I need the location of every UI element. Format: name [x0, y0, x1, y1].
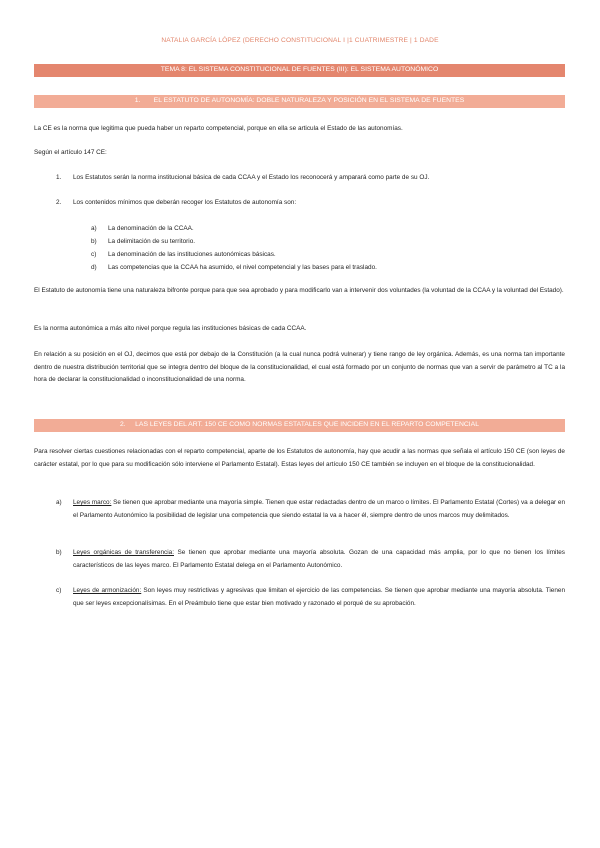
section-2-intro: Para resolver ciertas cuestiones relacionadas con el reparto competencial, aparte de los Estatutos de autonomía, hay que acudir a las normas que señala el artículo 150 CE (son leyes de carácter estatal, por lo que para su modificación sólo interviene el Parlamento Estatal). Estas leyes del artículo 150 CE también se incluyen en el bloque de la constitucionalidad. — [34, 448, 565, 468]
point-1-number: 1. — [56, 174, 62, 181]
content-c-text: La denominación de las instituciones autonómicas básicas. — [108, 251, 276, 258]
content-d-letter: d) — [91, 264, 97, 271]
law-a-description: Se tienen que aprobar mediante una mayoría simple. Tienen que estar redactadas dentro de un marco o límites. El Parlamento Estatal (Cortes) va a delegar en el Parlamento Autonómico la posibilidad de legislar una competencia que siendo estatal la va a hacer él, siempre dentro de unos marcos muy delimitados. — [73, 499, 566, 519]
paragraph-bifronte: El Estatuto de autonomía tiene una naturaleza bifronte porque para que sea aprobado y para modificarlo van a intervenir dos voluntades (la voluntad de la CCAA y la voluntad del Estado). — [34, 287, 564, 294]
law-b-letter: b) — [56, 549, 62, 556]
law-a-term: Leyes marco: — [73, 499, 112, 506]
paragraph-alto-nivel: Es la norma autonómica a más alto nivel porque regula las instituciones básicas de cada CCAA. — [34, 325, 307, 332]
content-d-text: Las competencias que la CCAA ha asumido, el nivel competencial y las bases para el traslado. — [108, 264, 377, 271]
paragraph-posicion-oj: En relación a su posición en el OJ, decimos que está por debajo de la Constitución (a la cual nunca podrá vulnerar) y tiene rango de ley orgánica. Además, es una norma tan importante dentro de nuestra distribución territorial que se integra dentro del bloque de la constitucionalidad, el cual está formado por un conjunto de normas que van a servir de parámetro al TC a la hora de declarar la constitucionalidad o inconstitucionalidad de una norma. — [34, 351, 565, 384]
law-c-letter: c) — [56, 587, 62, 594]
point-2-number: 2. — [56, 199, 62, 206]
content-b-text: La delimitación de su territorio. — [108, 238, 196, 245]
law-c-term: Leyes de armonización: — [73, 587, 142, 594]
section-1-banner — [34, 95, 565, 108]
topic-banner: TEMA 8: EL SISTEMA CONSTITUCIONAL DE FUENTES (III): EL SISTEMA AUTONÓMICO — [34, 64, 565, 77]
point-1-text: Los Estatutos serán la norma institucional básica de cada CCAA y el Estado los reconocerá y amparará como parte de su OJ. — [73, 174, 430, 181]
section-1-intro: La CE es la norma que legitima que pueda haber un reparto competencial, porque en ella se articula el Estado de las autonomías. — [34, 125, 403, 132]
article-147-lead: Según el artículo 147 CE: — [34, 149, 107, 156]
law-b-description: Se tienen que aprobar mediante una mayoría absoluta. Gozan de una capacidad más amplia, por lo que no tienen los límites característicos de las leyes marco. El Parlamento Estatal delega en el Parlamento Autonómico. — [73, 549, 565, 569]
point-2-text: Los contenidos mínimos que deberán recoger los Estatutos de autonomía son: — [73, 199, 297, 206]
law-a-letter: a) — [56, 499, 62, 506]
content-a-text: La denominación de la CCAA. — [108, 225, 194, 232]
law-c-text — [73, 585, 565, 610]
law-b-text — [73, 547, 565, 572]
law-b-term: Leyes orgánicas de transferencia: — [73, 549, 174, 556]
content-b-letter: b) — [91, 238, 97, 245]
section-2-title: LAS LEYES DEL ART. 150 CE COMO NORMAS ESTATALES QUE INCIDEN EN EL REPARTO COMPETENCIAL — [135, 421, 479, 428]
content-c-letter: c) — [91, 251, 97, 258]
law-c-description: Son leyes muy restrictivas y agresivas que limitan el ejercicio de las competencias. Se tienen que aprobar mediante una mayoría absoluta. Tienen que ser leyes excepcionalísimas. En el Preámbulo tiene que estar bien motivado y razonado el porqué de su aprobación. — [73, 587, 565, 607]
content-a-letter: a) — [91, 225, 97, 232]
page-header: NATALIA GARCÍA LÓPEZ (DERECHO CONSTITUCIONAL I |1 CUATRIMESTRE | 1 DADE — [161, 37, 439, 44]
section-1-number: 1. — [134, 97, 141, 104]
law-a-text — [73, 497, 565, 522]
section-2-banner — [34, 419, 565, 432]
section-1-title: EL ESTATUTO DE AUTONOMÍA: DOBLE NATURALEZA Y POSICIÓN EN EL SISTEMA DE FUENTES — [153, 97, 465, 104]
section-2-number: 2. — [120, 421, 126, 428]
